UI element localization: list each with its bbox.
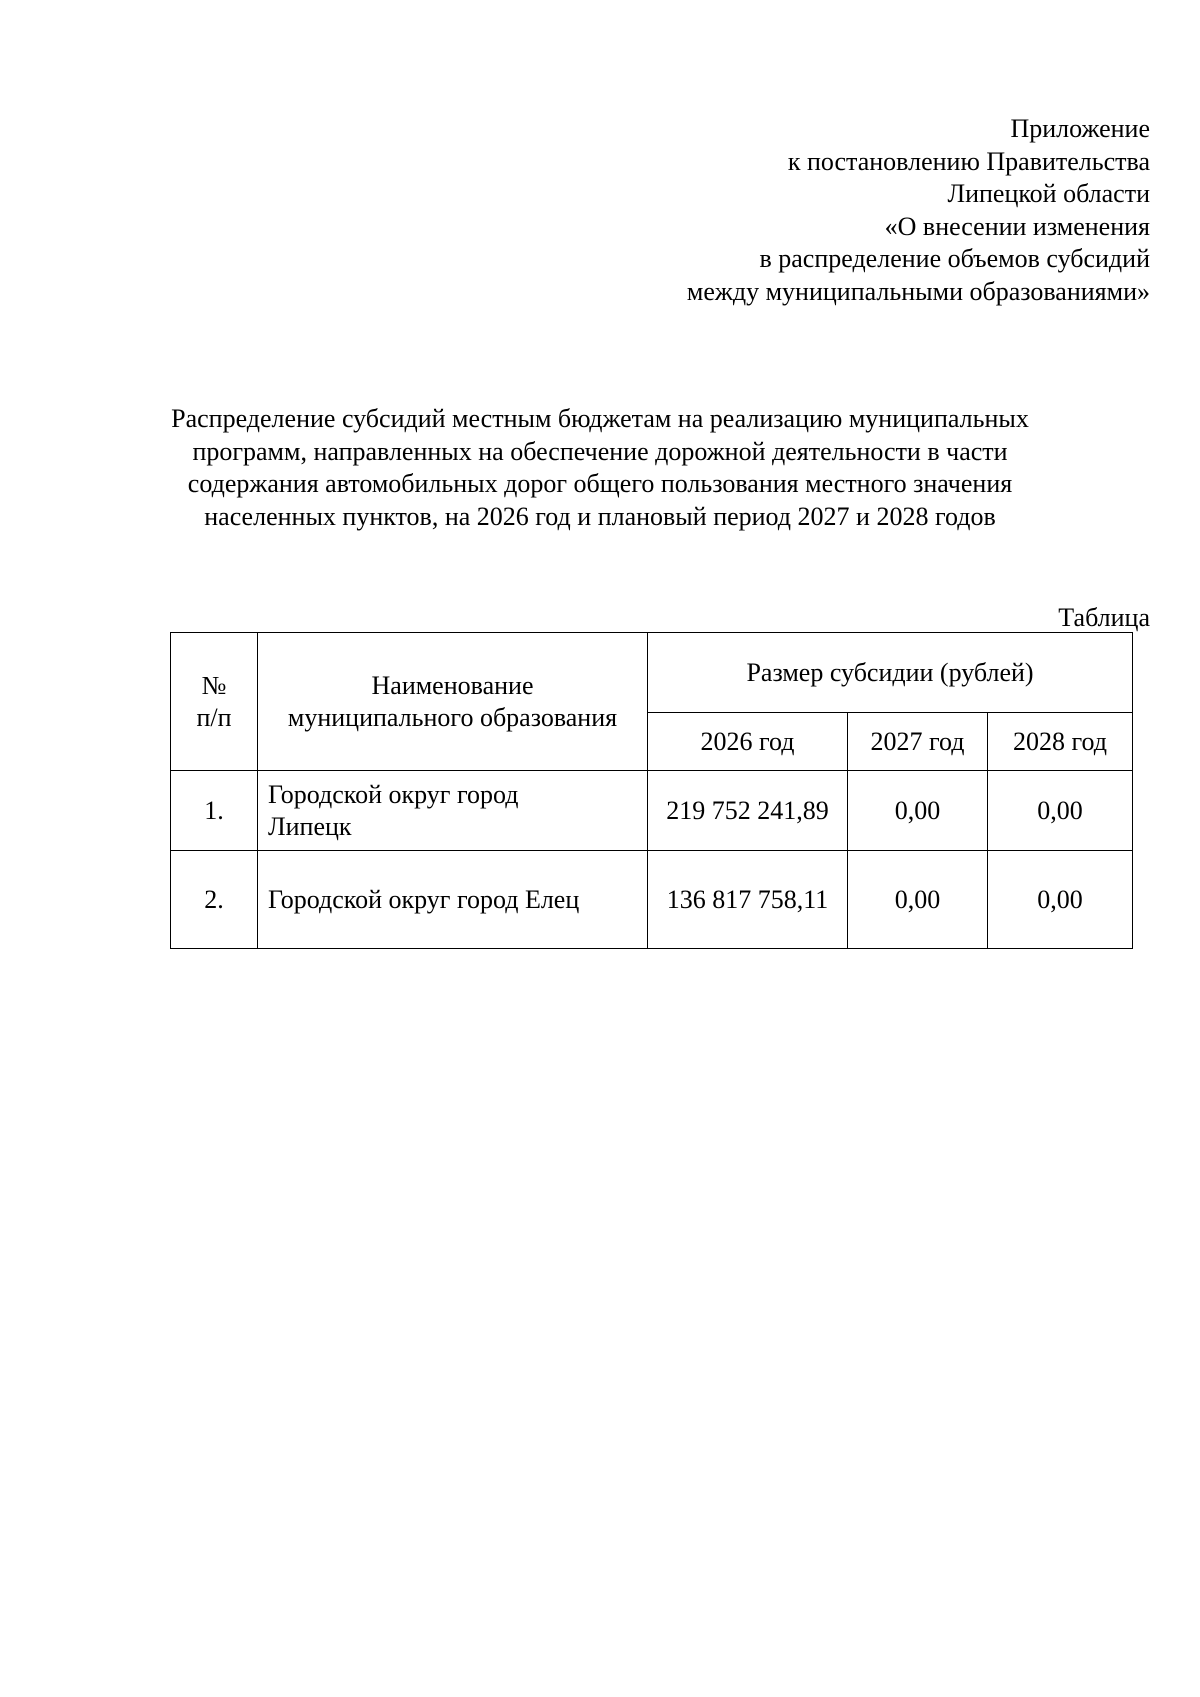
- appendix-line: «О внесении изменения: [884, 211, 1150, 241]
- header-name-line: муниципального образования: [287, 702, 618, 732]
- row-number: 2.: [171, 851, 258, 949]
- amount-2026: 219 752 241,89: [648, 771, 848, 851]
- title-line: программ, направленных на обеспечение дорожной деятельности в части: [192, 436, 1008, 466]
- title-line: содержания автомобильных дорог общего пользования местного значения: [187, 469, 1013, 498]
- table-header-row: [171, 633, 1133, 713]
- header-number: [171, 633, 258, 771]
- amount-2027: 0,00: [848, 851, 988, 949]
- document-title: [120, 403, 1080, 533]
- header-year-2027: 2027 год: [848, 713, 988, 771]
- row-number: 1.: [171, 771, 258, 851]
- header-number-line: п/п: [196, 702, 232, 732]
- amount-2026: 136 817 758,11: [648, 851, 848, 949]
- appendix-line: Липецкой области: [947, 179, 1150, 208]
- header-subsidy-amount: Размер субсидии (рублей): [648, 633, 1133, 713]
- header-year-2026: 2026 год: [648, 713, 848, 771]
- subsidy-table: [170, 632, 1133, 949]
- table-caption: Таблица: [1058, 603, 1150, 632]
- amount-2027: 0,00: [848, 771, 988, 851]
- title-line: населенных пунктов, на 2026 год и плановый период 2027 и 2028 годов: [204, 501, 996, 531]
- header-number-line: №: [201, 670, 227, 700]
- municipality-name-line: Городской округ город: [268, 779, 519, 809]
- amount-2028: 0,00: [988, 851, 1133, 949]
- appendix-line: в распределение объемов субсидий: [759, 244, 1150, 273]
- amount-2028: 0,00: [988, 771, 1133, 851]
- appendix-line: между муниципальными образованиями»: [686, 276, 1150, 306]
- table-row: [171, 851, 1133, 949]
- appendix-line: к постановлению Правительства: [787, 146, 1150, 176]
- appendix-block: [550, 113, 1150, 308]
- table-row: [171, 771, 1133, 851]
- header-year-2028: 2028 год: [988, 713, 1133, 771]
- header-municipality-name: [258, 633, 648, 771]
- municipality-name: [258, 771, 648, 851]
- municipality-name: Городской округ город Елец: [258, 851, 648, 949]
- header-name-line: Наименование: [371, 670, 534, 700]
- appendix-line: Приложение: [1010, 114, 1150, 143]
- title-line: Распределение субсидий местным бюджетам на реализацию муниципальных: [171, 404, 1029, 433]
- municipality-name-line: Липецк: [268, 811, 352, 841]
